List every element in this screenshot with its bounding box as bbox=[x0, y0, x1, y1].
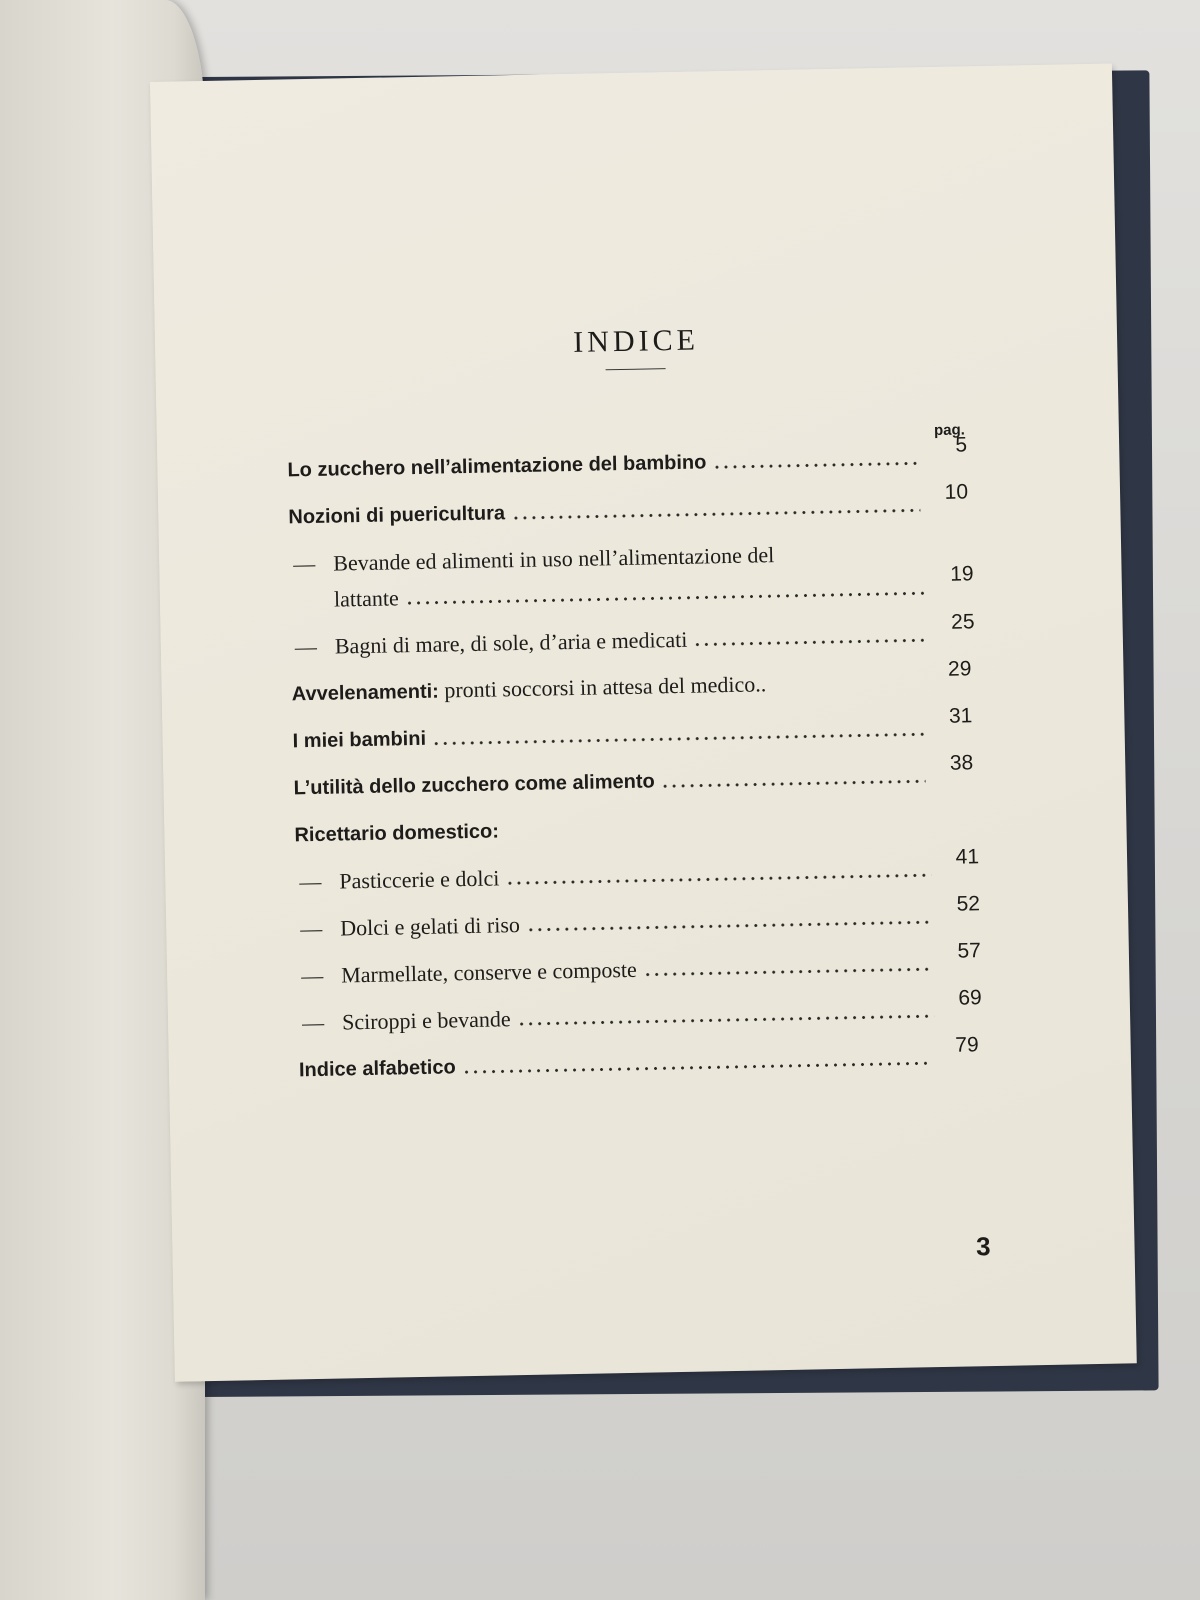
toc-entry-lead: Avvelenamenti: bbox=[291, 680, 440, 706]
toc-entry-title-line1: Bevande ed alimenti in uso nell’alimentazione del bbox=[333, 542, 775, 576]
toc-entry-title: Avvelenamenti: pronti soccorsi in attesa del medico.. bbox=[291, 671, 767, 706]
index-title: INDICE bbox=[572, 323, 700, 359]
leader-dots bbox=[405, 591, 926, 605]
toc-entry-page: 52 bbox=[956, 892, 981, 916]
leader-dots bbox=[511, 508, 920, 520]
leader-dots bbox=[505, 873, 931, 885]
toc-entry-title: — Dolci e gelati di riso bbox=[300, 912, 521, 942]
toc-entry-title: Lo zucchero nell’alimentazione del bambino bbox=[287, 451, 707, 482]
toc-entry-title-line2: lattante bbox=[333, 585, 399, 612]
toc-entry-title: Ricettario domestico: bbox=[294, 820, 500, 847]
entry-dash: — bbox=[301, 1009, 325, 1036]
toc-entry-page: 69 bbox=[958, 986, 982, 1010]
toc-entry bbox=[292, 704, 973, 754]
toc-entry bbox=[291, 657, 972, 707]
leader-dots bbox=[643, 967, 933, 977]
toc-entry-title: — Pasticcerie e dolci bbox=[299, 865, 500, 895]
toc-entry-title: L’utilità dello zucchero come alimento bbox=[293, 770, 655, 800]
toc-entry-title: — Bagni di mare, di sole, d’aria e medicati bbox=[294, 626, 688, 660]
index-page bbox=[150, 64, 1137, 1382]
toc-entry-page: 25 bbox=[950, 610, 975, 634]
toc-entry-page: 31 bbox=[948, 704, 973, 728]
leader-dots bbox=[432, 732, 925, 745]
page-number: 3 bbox=[975, 1231, 991, 1262]
page-column-label: pag. bbox=[933, 421, 965, 440]
toc-entry bbox=[300, 939, 982, 989]
leader-dots bbox=[693, 638, 927, 646]
toc-entry bbox=[301, 986, 983, 1036]
toc-section-heading bbox=[294, 801, 975, 848]
toc-entry-page: 79 bbox=[955, 1033, 979, 1057]
toc-entry-page: 10 bbox=[944, 480, 969, 504]
toc-entry-title: Nozioni di puericultura bbox=[288, 502, 506, 529]
toc-entry bbox=[293, 751, 974, 801]
toc-entry bbox=[294, 610, 975, 660]
toc-entry-title: I miei bambini bbox=[292, 727, 427, 753]
leader-dots bbox=[517, 1014, 934, 1026]
toc-entry-page: 5 bbox=[955, 433, 968, 457]
toc-entry bbox=[288, 480, 969, 530]
entry-dash: — bbox=[293, 550, 316, 577]
entry-dash: — bbox=[300, 962, 324, 989]
entry-dash: — bbox=[300, 915, 323, 942]
toc-entry bbox=[299, 845, 980, 895]
toc-entry-page: 41 bbox=[955, 845, 980, 869]
leader-dots bbox=[661, 779, 926, 788]
leader-dots bbox=[462, 1061, 931, 1074]
entry-dash: — bbox=[294, 633, 318, 660]
toc-entry-title: — Marmellate, conserve e composte bbox=[300, 956, 638, 989]
entry-dash: — bbox=[299, 868, 322, 895]
toc-entry bbox=[298, 1033, 980, 1083]
toc-entry-page: 29 bbox=[947, 657, 972, 681]
toc-entry-page: 57 bbox=[957, 939, 982, 963]
leader-dots bbox=[526, 920, 932, 932]
toc-entry bbox=[300, 892, 981, 942]
toc-entry-title: — Sciroppi e bevande bbox=[301, 1006, 511, 1036]
title-divider bbox=[606, 368, 666, 370]
toc-entry-page: 19 bbox=[950, 562, 974, 586]
toc-entry-title: Indice alfabetico bbox=[298, 1056, 456, 1082]
toc-entry bbox=[287, 433, 968, 483]
toc-entry-page: 38 bbox=[949, 751, 974, 775]
leader-dots bbox=[712, 461, 919, 469]
